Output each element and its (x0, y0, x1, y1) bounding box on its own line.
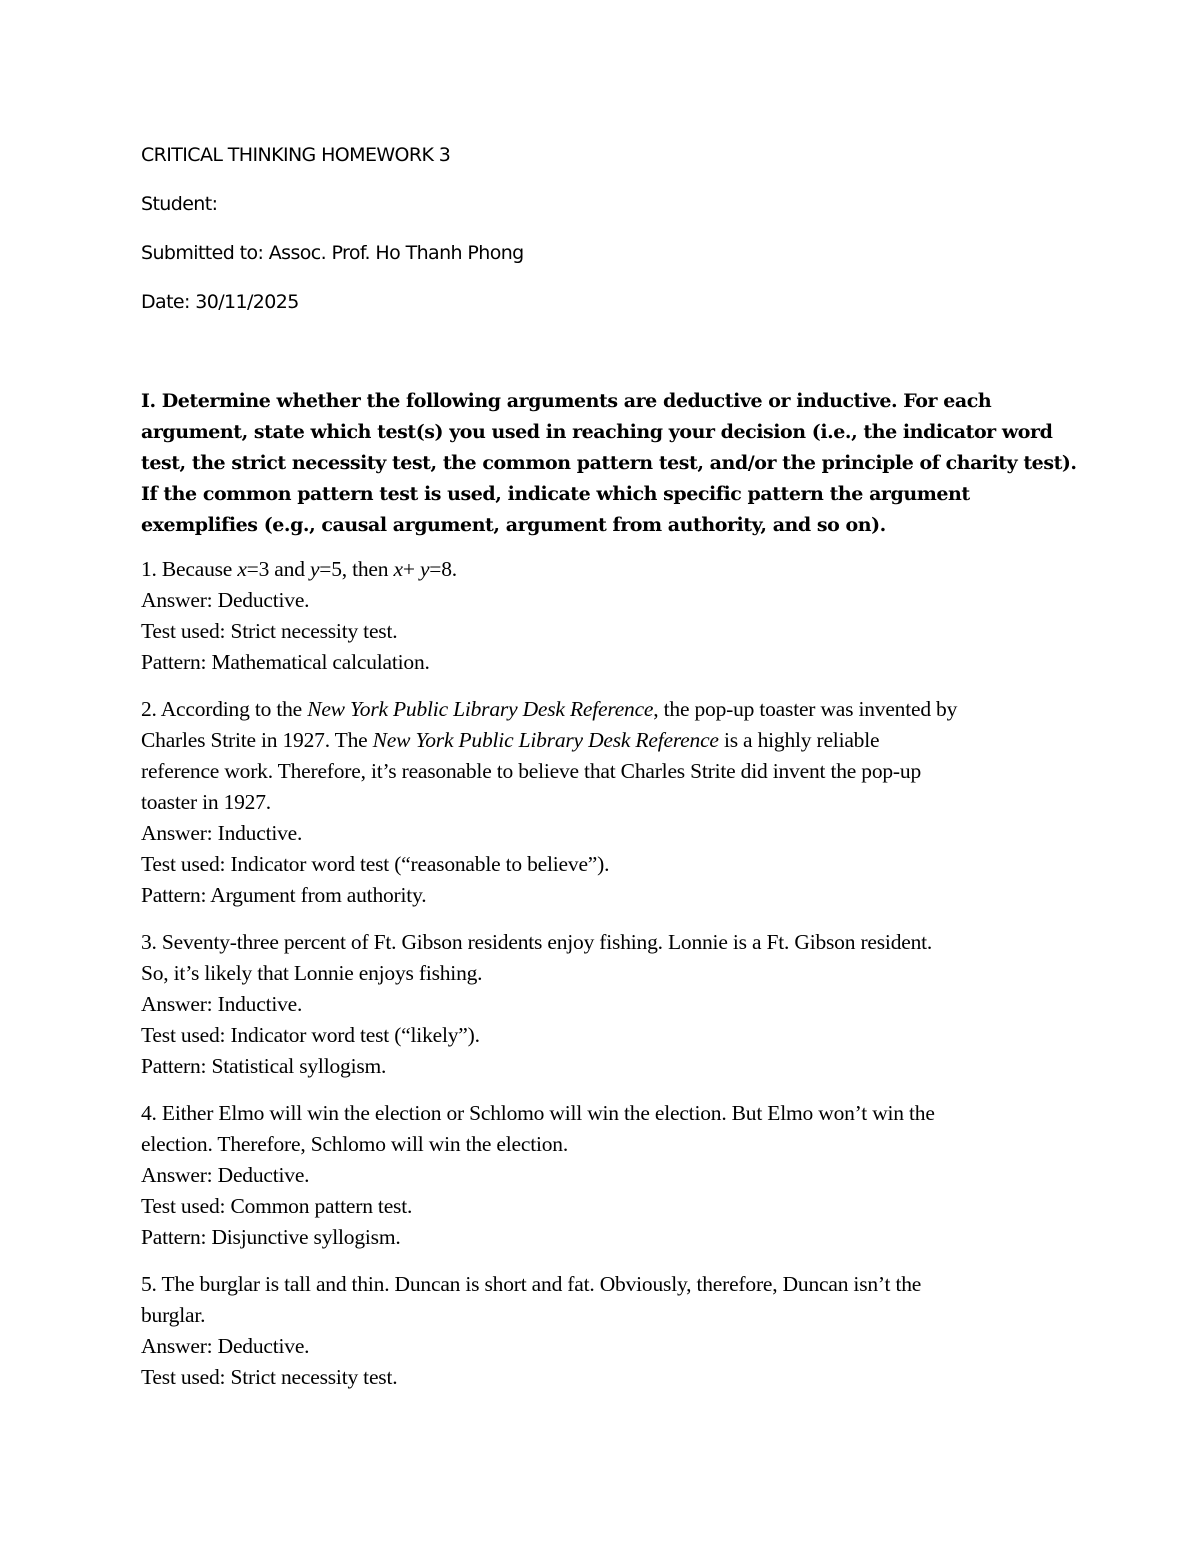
text-run: is a highly reliable (718, 728, 880, 752)
text-run: =3 and (246, 557, 310, 581)
document-title: CRITICAL THINKING HOMEWORK 3 (141, 144, 451, 166)
question-4 (141, 1098, 1101, 1253)
question-2 (141, 694, 1101, 911)
instruction-line: test, the strict necessity test, the common pattern test, and/or the principle of charity test). (141, 452, 1077, 474)
pattern-line: Pattern: Mathematical calculation. (141, 650, 430, 674)
math-variable: x (237, 557, 247, 581)
question-text: 4. Either Elmo will win the election or Schlomo will win the election. But Elmo won’t win the (141, 1101, 935, 1125)
answer-line: Answer: Deductive. (141, 1334, 310, 1358)
question-1 (141, 554, 1101, 678)
instruction-line: exemplifies (e.g., causal argument, argument from authority, and so on). (141, 514, 886, 536)
question-text (141, 694, 1101, 725)
test-used-line: Test used: Indicator word test (“reasonable to believe”). (141, 852, 610, 876)
question-text (141, 554, 1101, 585)
question-text: reference work. Therefore, it’s reasonable to believe that Charles Strite did invent the pop-up (141, 759, 921, 783)
instruction-line: argument, state which test(s) you used in reaching your decision (i.e., the indicator word (141, 421, 1053, 443)
question-text: So, it’s likely that Lonnie enjoys fishing. (141, 961, 483, 985)
pattern-line: Pattern: Disjunctive syllogism. (141, 1225, 401, 1249)
math-variable: y (419, 557, 430, 581)
math-variable: y (309, 557, 320, 581)
text-run: =8. (429, 557, 457, 581)
test-used-line: Test used: Strict necessity test. (141, 1365, 398, 1389)
book-title: New York Public Library Desk Reference (372, 728, 719, 752)
text-run: =5, then (319, 557, 394, 581)
question-5 (141, 1269, 1101, 1393)
instruction-line: I. Determine whether the following arguments are deductive or inductive. For each (141, 390, 992, 412)
text-run: , the pop-up toaster was invented by (653, 697, 958, 721)
pattern-line: Pattern: Statistical syllogism. (141, 1054, 387, 1078)
text-run: + (402, 557, 420, 581)
test-used-line: Test used: Common pattern test. (141, 1194, 413, 1218)
question-text: toaster in 1927. (141, 790, 271, 814)
student-line: Student: (141, 193, 218, 215)
test-used-line: Test used: Strict necessity test. (141, 619, 398, 643)
text-run: 2. According to the (141, 697, 308, 721)
answer-line: Answer: Inductive. (141, 821, 303, 845)
book-title: New York Public Library Desk Reference (307, 697, 654, 721)
question-text (141, 725, 1101, 756)
text-run: Charles Strite in 1927. The (141, 728, 373, 752)
instruction-line: If the common pattern test is used, indicate which specific pattern the argument (141, 483, 970, 505)
question-text: burglar. (141, 1303, 206, 1327)
date-line: Date: 30/11/2025 (141, 291, 299, 313)
math-variable: x (393, 557, 403, 581)
question-3 (141, 927, 1101, 1082)
test-used-line: Test used: Indicator word test (“likely”). (141, 1023, 480, 1047)
answer-line: Answer: Deductive. (141, 1163, 310, 1187)
submitted-to-line: Submitted to: Assoc. Prof. Ho Thanh Phong (141, 242, 524, 264)
text-run: 1. Because (141, 557, 238, 581)
question-text: 5. The burglar is tall and thin. Duncan is short and fat. Obviously, therefore, Duncan isn’t the (141, 1272, 922, 1296)
pattern-line: Pattern: Argument from authority. (141, 883, 427, 907)
instructions (141, 386, 1077, 541)
answer-line: Answer: Inductive. (141, 992, 303, 1016)
question-text: 3. Seventy-three percent of Ft. Gibson residents enjoy fishing. Lonnie is a Ft. Gibson resident. (141, 930, 933, 954)
question-text: election. Therefore, Schlomo will win the election. (141, 1132, 569, 1156)
answer-line: Answer: Deductive. (141, 588, 310, 612)
